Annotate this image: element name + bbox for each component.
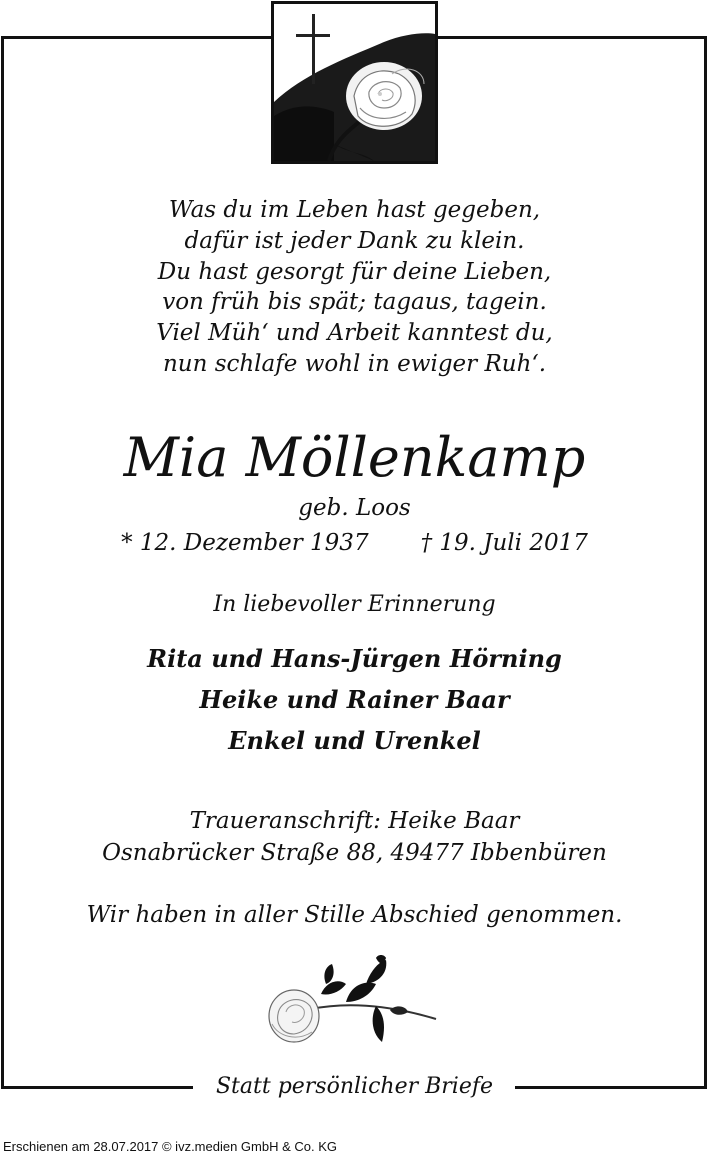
footer-note: Statt persönlicher Briefe <box>215 1074 494 1099</box>
poem-line: Du hast gesorgt für deine Lieben, <box>157 258 552 285</box>
poem-line: von früh bis spät; tagaus, tagein. <box>162 289 547 316</box>
mourner-line: Heike und Rainer Baar <box>199 685 510 714</box>
publisher-note: Erschienen am 28.07.2017 © ivz.medien GmbH & Co. KG <box>3 1139 338 1154</box>
poem-line: dafür ist jeder Dank zu klein. <box>184 227 525 254</box>
mourner-line: Enkel und Urenkel <box>228 726 481 755</box>
address-line-1: Traueranschrift: Heike Baar <box>189 808 520 834</box>
cross-and-rose-icon <box>271 1 438 164</box>
farewell-line: Wir haben in aller Stille Abschied genommen. <box>86 902 623 928</box>
deceased-name: Mia Möllenkamp <box>123 426 586 489</box>
poem-line: Viel Müh‘ und Arbeit kanntest du, <box>156 320 553 347</box>
poem-line: nun schlafe wohl in ewiger Ruh‘. <box>162 350 547 377</box>
memory-line: In liebevoller Erinnerung <box>213 592 496 617</box>
mourners-list <box>0 638 709 761</box>
life-dates <box>0 528 709 558</box>
poem <box>0 195 709 380</box>
death-date: † 19. Juli 2017 <box>420 530 588 556</box>
maiden-name: geb. Loos <box>298 495 411 521</box>
poem-line: Was du im Leben hast gegeben, <box>168 197 541 223</box>
frame-top-left <box>1 36 272 39</box>
mourning-address <box>0 805 709 869</box>
mourner-line: Rita und Hans-Jürgen Hörning <box>147 644 562 673</box>
rose-icon <box>266 954 441 1053</box>
frame-top-right <box>437 36 707 39</box>
address-line-2: Osnabrücker Straße 88, 49477 Ibbenbüren <box>102 840 607 866</box>
birth-date: * 12. Dezember 1937 <box>121 530 369 556</box>
